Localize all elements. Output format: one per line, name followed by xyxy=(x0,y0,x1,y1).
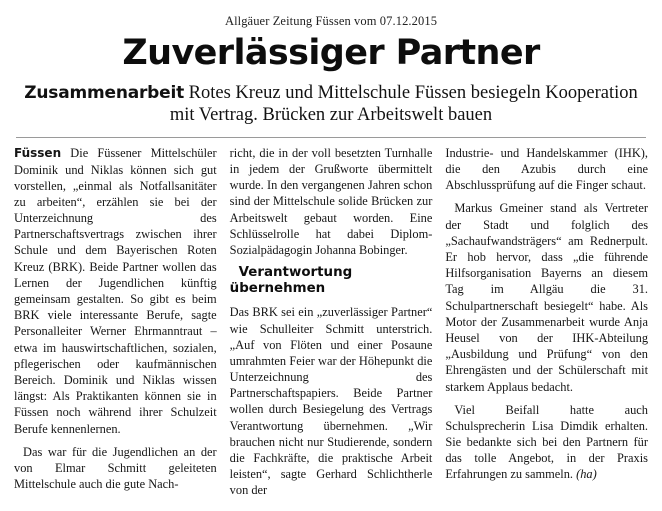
paragraph xyxy=(445,402,648,483)
article-headline: Zuverlässiger Partner xyxy=(122,33,540,73)
dateline-place: Füssen xyxy=(14,145,62,160)
author-credit: (ha) xyxy=(576,467,597,482)
article-column-3 xyxy=(445,145,648,490)
subheadline-text: Rotes Kreuz und Mittelschule Füssen besiegeln Kooperation mit Vertrag. Brücken zur Arbeitswelt bauen xyxy=(169,82,638,126)
paragraph: richt, die in der voll besetzten Turnhalle in jedem der Grußworte übermittelt wurde. In den vergangenen Jahren schon sind der Mittelschule solide Brücken zur Arbeitswelt gebaut worden. Eine Schlüsselrolle hat dabei Diplom-Sozialpädagogin Johanna Bobinger. xyxy=(229,145,433,257)
horizontal-rule xyxy=(16,137,646,138)
article-column-1 xyxy=(14,145,217,499)
paragraph: Markus Gmeiner stand als Vertreter der Stadt und folglich des „Sachaufwandsträgers“ am Rednerpult. Er hob hervor, dass „die führende Hilfsorganisation Bayerns an diesem Tag im Allgäu die 31. Schulpartnerschaft besiegelt“ habe. Als Motor der Zusammenarbeit wurde Anja Heusel von der IHK-Abteilung „Ausbildung und Prüfung“ von den Ehrengästen und der Schülerschaft mit starkem Applaus bedacht. xyxy=(445,201,649,394)
subheadline-kicker: Zusammenarbeit xyxy=(24,82,185,103)
paragraph xyxy=(14,145,217,437)
paragraph: Industrie- und Handelskammer (IHK), die den Azubis durch eine Abschlussprüfung auf die Finger schaut. xyxy=(445,145,649,193)
paragraph: Das war für die Jugendlichen an der von Elmar Schmitt geleiteten Mittelschule auch die gute Nach- xyxy=(14,444,217,492)
article-column-2 xyxy=(230,145,433,506)
article-columns xyxy=(14,145,648,506)
article-subheadline xyxy=(20,82,642,127)
source-line: Allgäuer Zeitung Füssen vom 07.12.2015 xyxy=(224,14,438,28)
paragraph-text: Die Füssener Mittelschüler Dominik und Niklas können sich gut vorstellen, „einmal als Notfallsanitäter zu arbeiten“, erzählen sie bei der Unterzeichnung des Partnerschaftsvertrags zwischen ihrer Schule und dem Bayerischen Roten Kreuz (BRK). Beide Partner wollen das Lernen der Jugendlichen künftig gemeinsam gestalten. So gibt es beim BRK viele interessante Berufe, sagte Personalleiter Werner Ehrmanntraut – etwa im hauswirtschaftlichen, sozialen, pflegerischen oder kaufmännischen Bereich. Dominik und Niklas wissen längst: Als Praktikanten können sie in Füssen noch während ihrer Schulzeit Berufe kennenlernen. xyxy=(14,145,217,436)
paragraph: Das BRK sei ein „zuverlässiger Partner“ wie Schulleiter Schmitt unterstrich. „Auf von Flöten und einer Posaune umrahmten Feier war der Höhepunkt die Unterzeichnung des Partnerschaftspapiers. Beide Partner wollen durch Besiegelung des Vertrags Verantwortung übernehmen. „Wir brauchen nicht nur Studierende, sondern die Fachkräfte, die praktische Arbeit leisten“, sagte Gerhard Schlichtherle von der xyxy=(229,305,433,498)
section-subheading: Verantwortung übernehmen xyxy=(229,265,353,297)
paragraph-text: Viel Beifall hatte auch Schulsprecherin Lisa Dimdik erhalten. Sie bedankte sich bei den Partnern für das tolle Angebot, in der Praxis Erfahrungen zu sammeln. xyxy=(445,402,649,482)
